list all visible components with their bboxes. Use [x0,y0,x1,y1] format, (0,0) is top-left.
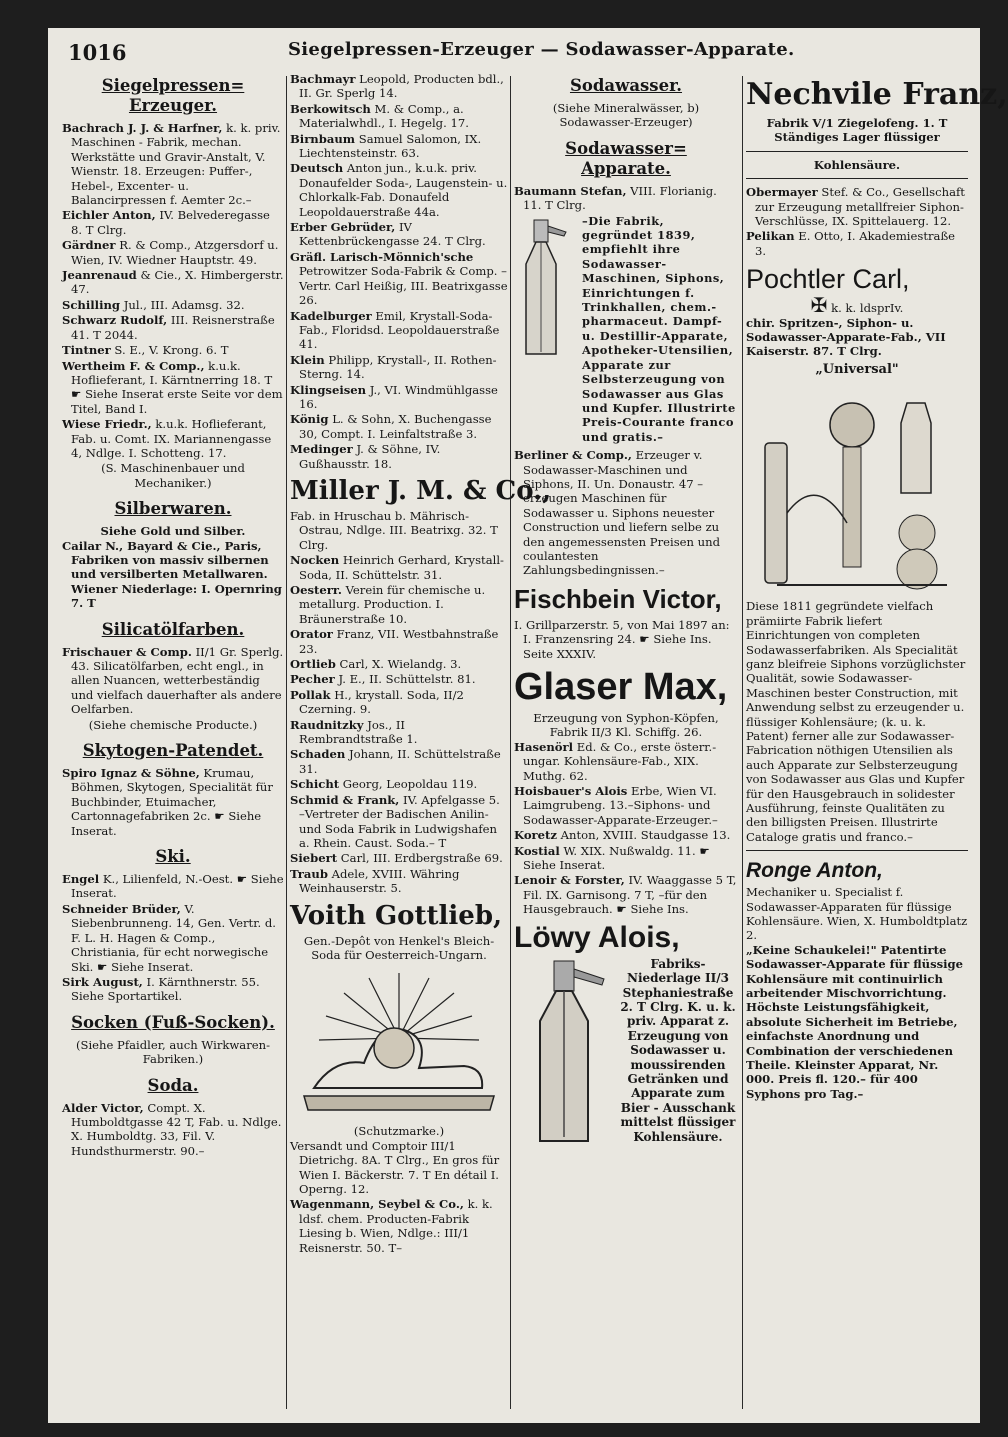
entry-text: Erbe, Wien VI. Laimgrubeng. 13.–Siphons- und Sodawasser-Apparate-Erzeuger.– [523,784,718,827]
section-heading-sodawasser-apparate: Sodawasser= Apparate. [565,138,687,178]
column-3 [514,72,738,1415]
entry-text: Johann, II. Schüttelstraße 31. [299,747,501,776]
entry-name: Berkowitsch [290,101,371,116]
entry-text: L. & Sohn, X. Buchengasse 30, Compt. I. Leinfaltstraße 3. [299,412,492,441]
entry-text: Adele, XVIII. Währing Weinhauserstr. 5. [299,866,460,896]
entry-text: k.u.k. Hoflieferant, I. Kärntnerring 18. T ☛ Siehe Inserat erste Seite vor dem Titel, Band I. [71,358,283,416]
advert-block [514,214,738,445]
directory-entry [290,657,508,671]
siphon-bottle-illustration [514,957,614,1147]
entry-name: Schmid & Frank, [290,792,400,807]
advert-name-loewy: Löwy Alois, [514,920,680,954]
entry-name: Wertheim F. & Comp., [62,358,205,373]
entry-text: K., Lilienfeld, N.-Oest. ☛ Siehe Inserat. [71,872,284,901]
directory-entry [62,645,284,717]
entry-text: J., VI. Windmühlgasse 16. [299,382,498,411]
entry-text: VIII. Florianig. 11. T Clrg. [523,183,717,213]
entry-name: Alder Victor, [62,1100,144,1115]
directory-entry [290,777,508,791]
directory-entry [290,102,508,131]
directory-entry [514,873,738,916]
section-heading-silberwaren: Silberwaren. [114,499,232,519]
entry-name: Obermayer [746,185,818,200]
directory-entry [62,298,284,312]
advert-text [746,293,968,318]
directory-entry [62,766,284,838]
directory-entry [746,185,968,228]
column-4 [746,72,1008,1415]
directory-entry [514,448,738,578]
privilege-text: k. k. ldsprIv. [831,301,904,316]
directory-entry [514,828,738,842]
entry-name: Schaden [290,747,346,762]
entry-text: Jos., II Rembrandtstraße 1. [299,717,418,747]
entry-name: Wagenmann, Seybel & Co., [290,1197,464,1212]
entry-text: E. Otto, I. Akademiestraße 3. [755,229,956,258]
entry-name: Oesterr. [290,583,342,597]
directory-entry [290,553,508,582]
entry-text: IV. Belvederegasse 8. T Clrg. [71,208,270,237]
entry-text: III. Reisnerstraße 41. T 2044. [71,313,275,342]
entry-text: IV. Apfelgasse 5. –Vertreter der Badischen Anilin- und Soda Fabrik in Ludwigshafen a. Rhein. Caust. Soda.– T [299,792,500,850]
directory-entry [290,353,508,382]
advert-text: Fabrik V/1 Ziegelofeng. 1. T Ständiges Lager flüssiger [766,116,948,145]
entry-name: Pelikan [746,229,795,244]
divider [746,850,968,851]
directory-entry [514,784,738,827]
entry-name: Schneider Brüder, [62,901,181,916]
entry-name: Erber Gebrüder, [290,220,396,235]
directory-entry [62,872,284,901]
cross-reference-note: (Siehe Mineralwässer, b) Sodawasser-Erzeuger) [552,101,700,130]
entry-text: k. k. ldsf. chem. Producten-Fabrik Liesing b. Wien, Ndlge.: III/1 Reisnerstr. 50. T– [299,1197,493,1255]
entry-text: II/1 Gr. Sperlg. 43. Silicatölfarben, echt engl., in allen Nuancen, wetterbeständig und vielfach dauerhafter als andere Oelfarben. [71,644,284,717]
directory-entry [62,902,284,974]
entry-name: Eichler Anton, [62,208,156,223]
entry-name: Cailar N., Bayard & Cie., Paris, [62,538,262,553]
entry-text: Stef. & Co., Gesellschaft zur Erzeugung metallfreier Siphon-Verschlüsse, IX. Spittelauerg. 12. [755,185,965,229]
directory-entry [62,417,284,460]
entry-name: Hasenörl [514,739,574,754]
section-heading-silicatoelfarben: Silicatölfarben. [101,619,245,639]
entry-list [746,185,968,258]
entry-text: H., krystall. Soda, II/2 Czerning. 9. [299,687,464,717]
directory-entry [290,72,508,101]
entry-list [290,1197,508,1255]
directory-entry [290,383,508,412]
advert-text: I. Grillparzerstr. 5, von Mai 1897 an: I. Franzensring 24. ☛ Siehe Ins. Seite XXXIV. [514,617,730,661]
entry-name: Schicht [290,777,340,792]
entry-name: Jeanrenaud [62,268,137,283]
entry-text: Erzeuger v. Sodawasser-Maschinen und Siphons, II. Un. Donaustr. 47 –erzeugen Maschinen für Sodawasser u. Siphons neuester Construction und liefern selbe zu den angemessensten Preisen und coulantesten Zahlungsbedingnissen.– [523,448,721,578]
directory-entry [290,250,508,308]
entry-name: Berliner & Comp., [514,448,632,463]
directory-entry [290,412,508,441]
entry-text: k. k. priv. Maschinen - Fabrik, mechan. Werkstätte und Gravir-Anstalt, V. Wienstr. 18. Erzeugen: Puffer-, Hebel-, Excenter- u. Balancirpressen f. Aemter 2c.– [71,121,281,208]
entry-text: k.u.k. Hoflieferant, Fab. u. Comt. IX. Mariannengasse 4, Ndlge. I. Schotteng. 17. [71,417,272,460]
advert-name-fischbein: Fischbein Victor, [514,583,722,614]
advert-name-ronge: Ronge Anton, [746,859,883,883]
entry-name: Schwarz Rudolf, [62,313,168,328]
directory-entry [290,583,508,626]
advert-text: „Keine Schaukelei!" Patentirte Sodawasser-Apparate für flüssige Kohlensäure mit continuirlich arbeitender Mischvorrichtung. Höchste Leistungsfähigkeit, absolute Sicherheit im Betriebe, einfachste Anordnung und Combination der verschiedenen Theile. Kleinster Apparat, Nr. 000. Preis fl. 120.– für 400 Syphons pro Tag.– [746,942,964,1101]
advert-text: Mechaniker u. Specialist f. Sodawasser-Apparaten für flüssige Kohlensäure. Wien, X. Humboldtplatz 2. [746,885,968,943]
column-rule [742,76,743,1409]
entry-name: Hoisbauer's Alois [514,784,628,799]
directory-entry [62,268,284,297]
cross-reference-note: (S. Maschinenbauer und Mechaniker.) [101,461,245,490]
directory-entry [290,672,508,686]
illustration-caption: (Schutzmarke.) [353,1124,445,1139]
siphon-bottle-illustration [514,214,576,364]
advert-text: Diese 1811 gegründete vielfach prämiirte Fabrik liefert Einrichtungen von completen Sodawasserfabriken. Als Specialität ganz bleifreie Siphons vorzüglichster Qualität, sowie Sodawasser-Maschinen bester Construction, mit Anwendung selbst zu erzeugender u. flüssiger Kohlensäure; (k. u. k. Patent) ferner alle zur Sodawasser-Fabrication nöthigen Utensilien als auch Apparate zur Selbsterzeugung von Sodawasser aus Glas und Kupfer für den Hausgebrauch in solidester Ausführung, feinste Qualitäten zu den billigsten Preisen. Illustrirte Cataloge gratis und franco.– [746,599,966,844]
entry-name: Kostial [514,843,560,858]
advert-text: Versandt und Comptoir III/1 Dietrichg. 8A. T Clrg., En gros für Wien I. Bäckerstr. 7. T En détail I. Operng. 12. [290,1138,500,1196]
advert-block [514,957,738,1147]
entry-list [514,740,738,917]
entry-name: Klingseisen [290,382,367,397]
entry-name: Deutsch [290,161,344,176]
divider [746,151,968,152]
entry-name: Gärdner [62,238,116,253]
entry-text: Emil, Krystall-Soda-Fab., Floridsd. Leopoldauerstraße 41. [299,308,500,352]
entry-name: Lenoir & Forster, [514,873,625,888]
entry-text: Georg, Leopoldau 119. [342,777,478,792]
directory-entry [290,220,508,249]
entry-text: Samuel Salomon, IX. Liechtensteinstr. 63. [299,131,482,161]
directory-entry [62,208,284,237]
directory-entry [290,627,508,656]
entry-text: M. & Comp., a. Materialwhdl., I. Hegelg. 17. [299,101,469,131]
entry-text: & Cie., X. Himbergerstr. 47. [71,268,284,297]
entry-text: W. XIX. Nußwaldg. 11. ☛ Siehe Inserat. [523,843,710,873]
advert-name-glaser: Glaser Max, [514,666,728,708]
entry-text: Anton jun., k.u.k. priv. Donaufelder Soda-, Laugenstein- u. Chlorkalk-Fab. Donaufeld Leopoldauerstraße 44a. [299,161,508,219]
advert-text: Gen.-Depôt von Henkel's Bleich-Soda für Oesterreich-Ungarn. [303,933,495,962]
entry-name: Gräfl. Larisch-Mönnich'sche [290,249,474,264]
entry-name: Kadelburger [290,308,372,323]
directory-entry [62,539,284,611]
entry-name: Wiese Friedr., [62,417,152,432]
entry-text: IV Kettenbrückengasse 24. T Clrg. [299,220,486,249]
entry-text: Petrowitzer Soda-Fabrik & Comp. –Vertr. Carl Heißig, III. Beatrixgasse 26. [299,264,508,308]
directory-entry [62,343,284,357]
entry-list [62,872,284,1004]
advert-text: Erzeugung von Syphon-Köpfen, Fabrik II/3 Kl. Schiffg. 26. [533,711,719,740]
directory-page [48,28,1008,1423]
entry-text: Compt. X. Humboldtgasse 42 T, Fab. u. Ndlge. X. Humboldtg. 33, Fil. V. Hundsthurmerstr. 90.– [71,1100,282,1158]
directory-entry [746,229,968,258]
cross-reference-note: Siehe Gold und Silber. [100,524,246,539]
directory-entry [290,793,508,851]
section-heading-siegelpressen: Siegelpressen= Erzeuger. [101,76,245,115]
entry-name: Klein [290,352,325,367]
column-rule [286,76,287,1409]
directory-entry [62,1101,284,1159]
double-eagle-icon: ✠ [810,293,828,318]
advert-name-voith: Voith Gottlieb, [290,900,503,931]
section-heading-socken: Socken (Fuß-Socken). [71,1012,275,1032]
entry-text: Jul., III. Adamsg. 32. [123,297,245,312]
entry-name: Nocken [290,553,340,568]
lion-trademark-illustration [294,968,504,1118]
entry-text: Carl, X. Wielandg. 3. [339,657,462,672]
page-header [48,28,980,68]
directory-entry [290,309,508,352]
entry-list [290,553,508,895]
directory-entry [514,740,738,783]
entry-text: J. E., II. Schüttelstr. 81. [338,672,476,687]
entry-name: Medinger [290,442,353,457]
column-rule [510,76,511,1409]
product-name: „Universal" [815,361,899,377]
entry-list [290,72,508,471]
page-number: 1016 [68,40,127,65]
directory-entry [514,184,738,213]
entry-name: Traub [290,866,328,881]
entry-name: Siebert [290,851,338,866]
entry-text: Leopold, Producten bdl., II. Gr. Sperlg 14. [299,72,504,101]
entry-name: Tintner [62,343,111,358]
entry-text: Krumau, Böhmen, Skytogen, Specialität für Buchbinder, Etuimacher, Cartonnagefabriken 2c. ☛ Siehe Inserat. [71,766,273,838]
directory-entry [62,121,284,207]
entry-name: Bachrach J. J. & Harfner, [62,121,223,135]
entry-list [62,1101,284,1159]
advert-text: Fab. in Hruschau b. Mährisch-Ostrau, Ndlge. III. Beatrixg. 32. T Clrg. [290,508,498,552]
entry-text: S. E., V. Krong. 6. T [114,343,229,358]
entry-name: Engel [62,872,100,887]
entry-text: R. & Comp., Atzgersdorf u. Wien, IV. Wiedner Hauptstr. 49. [71,238,279,267]
entry-text: Philipp, Krystall-, II. Rothen-Sterng. 14. [299,352,497,382]
directory-entry [62,975,284,1004]
section-heading-sodawasser: Sodawasser. [569,76,683,95]
entry-text: Carl, III. Erdbergstraße 69. [340,851,503,866]
section-heading-soda: Soda. [147,1075,199,1095]
entry-name: Birnbaum [290,131,356,146]
advert-text: Fabriks-Niederlage II/3 Stephaniestraße 2. T Clrg. K. u. k. priv. Apparat z. Erzeugung von Sodawasser u. moussirenden Getränken und Apparate zum Bier - Ausschank mittelst flüssiger Kohlensäure. [620,956,736,1144]
directory-entry [290,688,508,717]
cross-reference-note: (Siehe Pfaidler, auch Wirkwaren-Fabriken.) [75,1037,271,1067]
directory-entry [290,867,508,896]
advert-text: –Die Fabrik, gegründet 1839, empfiehlt ihre Sodawasser-Maschinen, Siphons, Einrichtungen f. Trinkhallen, chem.-pharmaceut. Dampf- u. Destillir-Apparate, Apotheker-Utensilien, Apparate zur Selbsterzeugung von Sodawasser aus Glas und Kupfer. Illustrirte Preis-Courante franco und gratis.– [582,213,736,444]
entry-text: Anton, XVIII. Staudgasse 13. [560,828,731,843]
entry-name: Bachmayr [290,72,356,86]
entry-text: V. Siebenbrunneng. 14, Gen. Vertr. d. F. L. H. Hagen & Comp., Christiania, für echt norwegische Ski. ☛ Siehe Inserat. [71,901,276,974]
entry-name: Pecher [290,672,335,687]
entry-text: Verein für chemische u. metallurg. Production. I. Bräunerstraße 10. [299,583,486,626]
entry-text: Heinrich Gerhard, Krystall-Soda, II. Schüttelstr. 31. [299,553,504,582]
entry-list [62,121,284,460]
entry-text: IV. Waaggasse 5 T, Fil. IX. Garnisong. 7 T, –für den Hausgebrauch. ☛ Siehe Ins. [523,873,737,917]
directory-entry [290,851,508,865]
directory-entry [290,132,508,161]
directory-entry [290,442,508,471]
entry-text: Fabriken von massiv silbernen und versilberten Metallwaren. Wiener Niederlage: I. Opernring 7. T [71,552,282,611]
column-1 [62,72,284,1415]
entry-name: Frischauer & Comp. [62,644,192,659]
advert-text: chir. Spritzen-, Siphon- u. Sodawasser-Apparate-Fab., VII Kaiserstr. 87. T Clrg. [746,315,946,359]
entry-name: Orator [290,627,333,642]
advert-name-miller: Miller J. M. & Co., [290,475,552,506]
directory-entry [290,718,508,747]
entry-name: Pollak [290,687,331,702]
advert-name-nechvile: Nechvile Franz, [746,77,1008,112]
entry-name: Sirk August, [62,974,143,989]
entry-name: Raudnitzky [290,717,364,732]
entry-text: Ed. & Co., erste österr.-ungar. Kohlensäure-Fab., XIX. Muthg. 62. [523,739,717,783]
directory-entry [62,313,284,342]
entry-name: Schilling [62,297,121,312]
directory-entry [290,1197,508,1255]
directory-entry [290,161,508,219]
directory-entry [62,359,284,417]
entry-text: I. Kärnthnerstr. 55. Siehe Sportartikel. [71,974,260,1004]
entry-name: Koretz [514,828,557,843]
directory-entry [514,844,738,873]
entry-text: J. & Söhne, IV. Gußhausstr. 18. [299,442,441,471]
entry-name: Spiro Ignaz & Söhne, [62,766,200,781]
entry-text: Franz, VII. Westbahnstraße 23. [299,627,499,656]
cross-reference-note: (Siehe chemische Producte.) [88,717,258,732]
entry-name: König [290,412,329,427]
section-heading-kohlensaeure: Kohlensäure. [813,157,901,172]
section-heading-ski: Ski. [155,847,191,867]
entry-name: Baumann Stefan, [514,183,627,198]
divider [746,178,968,179]
advert-name-pochtler: Pochtler Carl, [746,264,910,295]
sodawater-apparatus-illustration [757,383,957,593]
directory-entry [62,238,284,267]
running-title: Siegelpressen-Erzeuger — Sodawasser-Apparate. [288,39,795,60]
entry-name: Ortlieb [290,657,336,672]
section-heading-skytogen: Skytogen-Patendet. [82,741,264,761]
directory-entry [290,747,508,776]
